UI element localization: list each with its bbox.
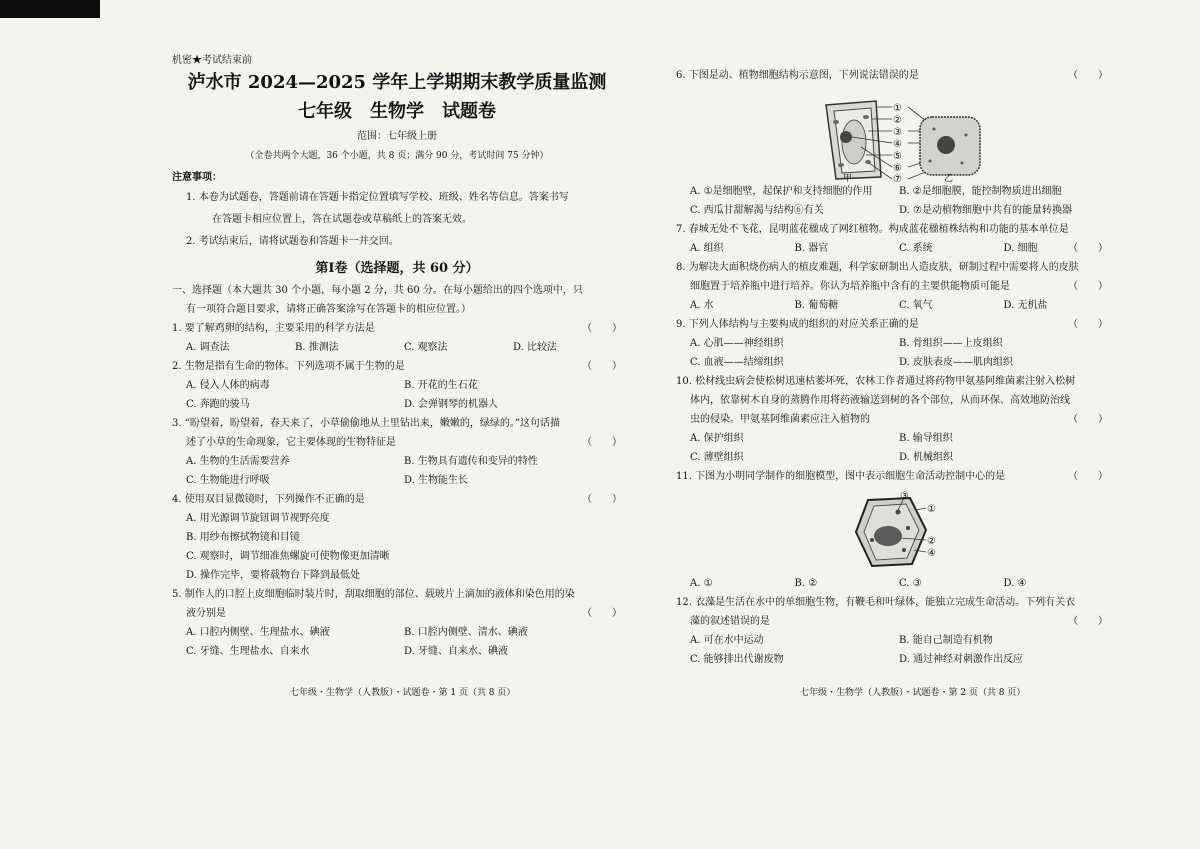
- option: B. 输导组织: [899, 433, 953, 444]
- option: B. 器官: [794, 243, 829, 254]
- model-label-2: ②: [927, 536, 936, 547]
- option: D. 生物能生长: [404, 475, 469, 486]
- option: D. 机械组织: [899, 452, 954, 463]
- question-stem: 虫的侵染。甲氨基阿维菌素应注入植物的 （ ）: [676, 410, 1108, 429]
- label-3: ③: [893, 127, 902, 138]
- label-2: ②: [893, 115, 902, 126]
- notice-title: 注意事项：: [172, 172, 222, 183]
- answer-paren: （ ）: [582, 323, 622, 334]
- option: C. 观察法: [404, 342, 448, 353]
- page-1-footer: 七年级・生物学（人教版）・试题卷・第 1 页（共 8 页）: [290, 688, 516, 698]
- option: B. ②是细胞膜，能控制物质进出细胞: [899, 186, 1062, 197]
- answer-paren: （ ）: [1068, 281, 1108, 292]
- option: C. 观察时，调节细准焦螺旋可使物像更加清晰: [186, 551, 390, 562]
- question-options: [676, 296, 1108, 315]
- question-stem: 4. 使用双目显微镜时，下列操作不正确的是 （ ）: [172, 490, 622, 509]
- answer-paren: （ ）: [1068, 70, 1108, 81]
- answer-paren: （ ）: [1068, 414, 1108, 425]
- question-stem: 7. 春城无处不飞花，昆明蓝花楹成了网红植物。构成蓝花楹植株结构和功能的基本单位是: [676, 224, 1069, 235]
- model-label-3: ③: [900, 491, 909, 502]
- caption-animal: 乙: [944, 174, 954, 184]
- option: A. 水: [690, 300, 714, 311]
- option: A. 侵入人体的病毒: [186, 380, 270, 391]
- question-stem: 12. 衣藻是生活在水中的单细胞生物，有鞭毛和叶绿体，能独立完成生命活动。下列有关衣: [676, 597, 1076, 608]
- cell-model: [856, 498, 926, 566]
- option: C. 西瓜甘甜解渴与结构⑥有关: [690, 205, 824, 216]
- question-stem: 5. 制作人的口腔上皮细胞临时装片时，刮取细胞的部位、载玻片上滴加的液体和染色用的染: [172, 589, 575, 600]
- page-2: [676, 66, 1108, 669]
- option: D. 细胞: [1003, 243, 1038, 254]
- question-options: [676, 239, 1108, 258]
- option: C. 牙缝、生理盐水、自来水: [186, 646, 310, 657]
- option: C. 薄壁组织: [690, 452, 744, 463]
- question-options: [172, 338, 622, 357]
- option: C. 血液——结缔组织: [690, 357, 784, 368]
- notice-line: 1. 本卷为试题卷，答题前请在答题卡指定位置填写学校、班级、姓名等信息。答案书写: [186, 192, 569, 203]
- exam-title: 泸水市 2024—2025 学年上学期期末教学质量监测: [187, 72, 607, 93]
- option: D. 会弹钢琴的机器人: [404, 399, 499, 410]
- option: C. 氧气: [899, 300, 933, 311]
- option: C. 奔跑的骏马: [186, 399, 250, 410]
- question-options: [676, 429, 1108, 467]
- question-options: [676, 631, 1108, 669]
- option: C. ③: [899, 578, 922, 589]
- question-stem: 2. 生物是指有生命的物体。下列选项不属于生物的是 （ ）: [172, 357, 622, 376]
- option: A. 保护组织: [690, 433, 744, 444]
- answer-paren: （ ）: [582, 608, 622, 619]
- exam-subtitle: 七年级 生物学 试题卷: [298, 101, 496, 122]
- question-stem: 11. 下图为小明同学制作的细胞模型，图中表示细胞生命活动控制中心的是 （ ）: [676, 467, 1108, 486]
- question-options: [172, 376, 622, 414]
- option: B. 用纱布擦拭物镜和目镜: [186, 532, 300, 543]
- scan-corner-mark: [0, 0, 100, 18]
- question-stem: 3. “盼望着，盼望着，春天来了，小草偷偷地从土里钻出来，嫩嫩的，绿绿的。”这句话描: [172, 418, 560, 429]
- option: B. 推测法: [295, 342, 339, 353]
- caption-plant: 甲: [843, 174, 853, 184]
- option: D. 通过神经对刺激作出反应: [899, 654, 1024, 665]
- option: B. 生物具有遗传和变异的特性: [404, 456, 538, 467]
- option: B. 开花的生石花: [404, 380, 478, 391]
- question-options: [172, 623, 622, 661]
- section-intro: 有一项符合题目要求，请将正确答案涂写在答题卡的相应位置。）: [186, 304, 471, 315]
- option: A. 用光源调节旋钮调节视野亮度: [186, 513, 330, 524]
- page-1: [172, 50, 622, 661]
- option: A. 可在水中运动: [690, 635, 764, 646]
- answer-paren: （ ）: [1068, 616, 1108, 627]
- question-stem: 10. 松材线虫病会使松树迅速枯萎坏死，农林工作者通过将药物甲氨基阿维菌素注射入松树: [676, 376, 1076, 387]
- option: A. ①是细胞壁，起保护和支持细胞的作用: [690, 186, 873, 197]
- answer-paren: （ ）: [1068, 471, 1108, 482]
- question-stem: 1. 要了解鸡卵的结构，主要采用的科学方法是 （ ）: [172, 319, 622, 338]
- model-label-4: ④: [927, 548, 936, 559]
- structure-labels: [893, 103, 902, 182]
- exam-scope: 范围：七年级上册: [357, 131, 437, 142]
- question-stem: 细胞置于培养瓶中进行培养。你认为培养瓶中含有的主要供能物质可能是 （ ）: [676, 277, 1108, 296]
- animal-cell: [920, 117, 980, 175]
- option: A. ①: [690, 578, 713, 589]
- answer-paren: （ ）: [582, 437, 622, 448]
- answer-paren: （ ）: [582, 494, 622, 505]
- label-6: ⑥: [893, 163, 902, 174]
- question-stem: 8. 为解决大面积烧伤病人的植皮难题，科学家研制出人造皮肤，研制过程中需要将人的皮肤: [676, 262, 1079, 273]
- notice-line: 2. 考试结束后，请将试题卷和答题卡一并交回。: [186, 236, 399, 247]
- answer-paren: （ ）: [1068, 319, 1108, 330]
- page-2-footer: 七年级・生物学（人教版）・试题卷・第 2 页（共 8 页）: [800, 688, 1026, 698]
- question-stem: 述了小草的生命现象，它主要体现的生物特征是 （ ）: [172, 433, 622, 452]
- option: C. 生物能进行呼吸: [186, 475, 270, 486]
- option: B. 口腔内侧壁、清水、碘液: [404, 627, 528, 638]
- label-1: ①: [893, 103, 902, 114]
- option: C. 能够排出代谢废物: [690, 654, 784, 665]
- option: A. 心肌——神经组织: [690, 338, 784, 349]
- label-7: ⑦: [893, 174, 902, 182]
- section-title: 第Ⅰ卷（选择题，共 60 分）: [315, 261, 479, 276]
- option: B. 骨组织——上皮组织: [899, 338, 1003, 349]
- option: B. ②: [794, 578, 818, 589]
- label-5: ⑤: [893, 151, 902, 162]
- option: D. 比较法: [513, 342, 558, 353]
- option: A. 组织: [690, 243, 724, 254]
- section-intro: 一、选择题（本大题共 30 个小题，每小题 2 分，共 60 分。在每小题给出的四个选项中，只: [172, 285, 583, 296]
- question-stem: 藻的叙述错误的是 （ ）: [676, 612, 1108, 631]
- question-stem: 6. 下图是动、植物细胞结构示意图，下列说法错误的是 （ ）: [676, 66, 1108, 85]
- cell-diagram-svg: [676, 87, 1108, 182]
- question-options: [676, 574, 1108, 593]
- option: D. ④: [1003, 578, 1027, 589]
- notice-line: 在答题卡相应位置上，答在试题卷或草稿纸上的答案无效。: [212, 214, 472, 225]
- question-stem: 液分别是 （ ）: [172, 604, 622, 623]
- option: D. 无机盐: [1003, 300, 1048, 311]
- question-stem: 体内，依靠树木自身的蒸腾作用将药液输送到树的各个部位，从而环保、高效地防治线: [690, 395, 1070, 406]
- option: B. 能自己制造有机物: [899, 635, 993, 646]
- cell-diagram: [676, 87, 1108, 182]
- option: D. ⑦是动植物细胞中共有的能量转换器: [899, 205, 1072, 216]
- question-options: [676, 334, 1108, 372]
- option: A. 调查法: [186, 342, 230, 353]
- question-options: [676, 182, 1108, 220]
- option: D. 操作完毕，要将载物台下降到最低处: [186, 570, 361, 581]
- option: D. 皮肤表皮——肌肉组织: [899, 357, 1014, 368]
- confidential-label: 机密★考试结束前: [172, 55, 252, 66]
- cell-model-diagram: [676, 490, 1108, 574]
- option: D. 牙缝、自来水、碘液: [404, 646, 509, 657]
- option: A. 生物的生活需要营养: [186, 456, 290, 467]
- model-label-1: ①: [927, 504, 936, 515]
- answer-paren: （ ）: [1068, 243, 1108, 254]
- exam-summary: （全卷共两个大题，36 个小题，共 8 页；满分 90 分，考试时间 75 分钟）: [245, 151, 549, 161]
- question-stem: 9. 下列人体结构与主要构成的组织的对应关系正确的是 （ ）: [676, 315, 1108, 334]
- option: C. 系统: [899, 243, 933, 254]
- cell-model-svg: [676, 490, 1108, 574]
- question-options: [172, 452, 622, 490]
- label-4: ④: [893, 139, 902, 150]
- option: B. 葡萄糖: [794, 300, 839, 311]
- answer-paren: （ ）: [582, 361, 622, 372]
- option: A. 口腔内侧壁、生理盐水、碘液: [186, 627, 330, 638]
